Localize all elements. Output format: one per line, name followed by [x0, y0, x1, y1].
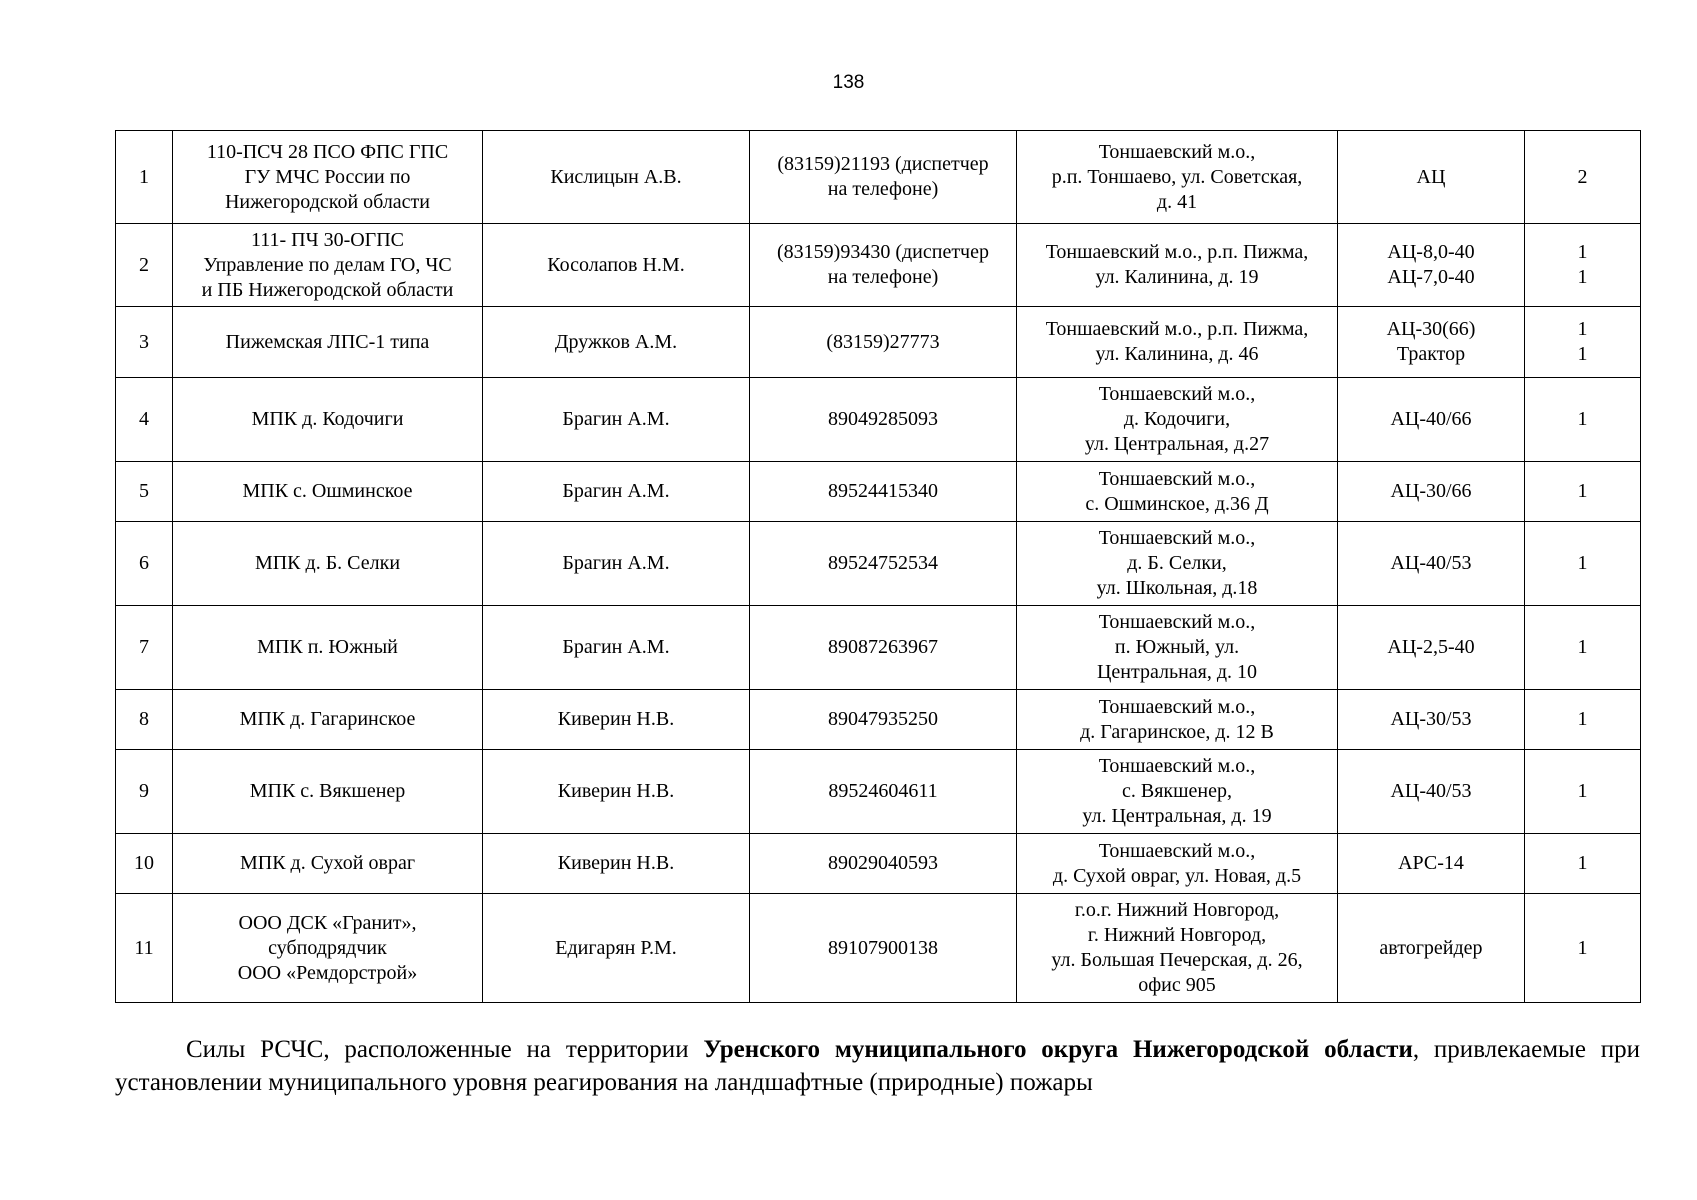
cell-address: Тоншаевский м.о., п. Южный, ул. Центральная, д. 10 — [1017, 606, 1338, 690]
cell-head: Брагин А.М. — [483, 606, 750, 690]
table-row — [116, 690, 1641, 750]
table-row — [116, 224, 1641, 307]
table-row — [116, 462, 1641, 522]
cell-count: 1 1 — [1525, 224, 1641, 307]
cell-address: Тоншаевский м.о., р.п. Тоншаево, ул. Советская, д. 41 — [1017, 131, 1338, 224]
cell-address: Тоншаевский м.о., с. Вякшенер, ул. Центральная, д. 19 — [1017, 750, 1338, 834]
cell-org: 110-ПСЧ 28 ПСО ФПС ГПС ГУ МЧС России по Нижегородской области — [173, 131, 483, 224]
cell-equipment: автогрейдер — [1338, 894, 1525, 1003]
cell-count: 1 — [1525, 750, 1641, 834]
table-row — [116, 307, 1641, 378]
cell-address: Тоншаевский м.о., д. Гагаринское, д. 12 В — [1017, 690, 1338, 750]
cell-phone: 89049285093 — [750, 378, 1017, 462]
table-row — [116, 894, 1641, 1003]
cell-num: 6 — [116, 522, 173, 606]
cell-count: 1 — [1525, 606, 1641, 690]
cell-phone: 89524604611 — [750, 750, 1017, 834]
cell-num: 1 — [116, 131, 173, 224]
cell-num: 4 — [116, 378, 173, 462]
cell-count: 1 — [1525, 522, 1641, 606]
cell-equipment: АЦ-30/66 — [1338, 462, 1525, 522]
cell-num: 2 — [116, 224, 173, 307]
cell-equipment: АЦ-2,5-40 — [1338, 606, 1525, 690]
table-row — [116, 750, 1641, 834]
cell-num: 9 — [116, 750, 173, 834]
cell-count: 1 — [1525, 378, 1641, 462]
table-row — [116, 131, 1641, 224]
cell-equipment: АЦ-30/53 — [1338, 690, 1525, 750]
cell-address: Тоншаевский м.о., д. Сухой овраг, ул. Новая, д.5 — [1017, 834, 1338, 894]
cell-num: 10 — [116, 834, 173, 894]
cell-phone: (83159)27773 — [750, 307, 1017, 378]
cell-address: г.о.г. Нижний Новгород, г. Нижний Новгород, ул. Большая Печерская, д. 26, офис 905 — [1017, 894, 1338, 1003]
page-number: 138 — [832, 72, 865, 93]
cell-address: Тоншаевский м.о., д. Б. Селки, ул. Школьная, д.18 — [1017, 522, 1338, 606]
section-heading-paragraph — [115, 1033, 1640, 1099]
cell-equipment: АЦ-40/66 — [1338, 378, 1525, 462]
cell-phone: (83159)21193 (диспетчер на телефоне) — [750, 131, 1017, 224]
cell-head: Брагин А.М. — [483, 462, 750, 522]
cell-count: 2 — [1525, 131, 1641, 224]
table-row — [116, 606, 1641, 690]
cell-org: Пижемская ЛПС-1 типа — [173, 307, 483, 378]
cell-count: 1 — [1525, 690, 1641, 750]
cell-equipment: АЦ — [1338, 131, 1525, 224]
paragraph-text-start: Силы РСЧС, расположенные на территории — [186, 1036, 704, 1063]
cell-phone: 89524752534 — [750, 522, 1017, 606]
cell-address: Тоншаевский м.о., р.п. Пижма, ул. Калинина, д. 46 — [1017, 307, 1338, 378]
cell-org: МПК д. Гагаринское — [173, 690, 483, 750]
cell-phone: 89029040593 — [750, 834, 1017, 894]
cell-org: МПК п. Южный — [173, 606, 483, 690]
cell-head: Киверин Н.В. — [483, 750, 750, 834]
cell-count: 1 1 — [1525, 307, 1641, 378]
cell-count: 1 — [1525, 462, 1641, 522]
cell-org: МПК с. Ошминское — [173, 462, 483, 522]
cell-phone: 89107900138 — [750, 894, 1017, 1003]
cell-org: 111- ПЧ 30-ОГПС Управление по делам ГО, ЧС и ПБ Нижегородской области — [173, 224, 483, 307]
cell-org: МПК с. Вякшенер — [173, 750, 483, 834]
cell-phone: (83159)93430 (диспетчер на телефоне) — [750, 224, 1017, 307]
cell-count: 1 — [1525, 894, 1641, 1003]
cell-head: Брагин А.М. — [483, 378, 750, 462]
cell-count: 1 — [1525, 834, 1641, 894]
cell-address: Тоншаевский м.о., р.п. Пижма, ул. Калинина, д. 19 — [1017, 224, 1338, 307]
cell-phone: 89047935250 — [750, 690, 1017, 750]
cell-num: 7 — [116, 606, 173, 690]
cell-equipment: АЦ-40/53 — [1338, 750, 1525, 834]
table-row — [116, 834, 1641, 894]
cell-num: 11 — [116, 894, 173, 1003]
cell-phone: 89524415340 — [750, 462, 1017, 522]
paragraph-bold-district: Уренского муниципального округа Нижегородской области — [703, 1036, 1413, 1063]
table-row — [116, 378, 1641, 462]
cell-equipment: АЦ-30(66) Трактор — [1338, 307, 1525, 378]
cell-address: Тоншаевский м.о., д. Кодочиги, ул. Центральная, д.27 — [1017, 378, 1338, 462]
cell-num: 8 — [116, 690, 173, 750]
paragraph-text-end: , привлекаемые при установлении муниципального уровня реагирования на ландшафтные (природные) пожары — [115, 1036, 1640, 1096]
cell-address: Тоншаевский м.о., с. Ошминское, д.36 Д — [1017, 462, 1338, 522]
cell-head: Дружков А.М. — [483, 307, 750, 378]
forces-table — [115, 130, 1641, 1003]
cell-org: ООО ДСК «Гранит», субподрядчик ООО «Ремдорстрой» — [173, 894, 483, 1003]
cell-head: Едигарян Р.М. — [483, 894, 750, 1003]
cell-head: Кислицын А.В. — [483, 131, 750, 224]
cell-org: МПК д. Б. Селки — [173, 522, 483, 606]
cell-head: Киверин Н.В. — [483, 690, 750, 750]
cell-org: МПК д. Кодочиги — [173, 378, 483, 462]
table-row — [116, 522, 1641, 606]
cell-head: Брагин А.М. — [483, 522, 750, 606]
cell-phone: 89087263967 — [750, 606, 1017, 690]
cell-equipment: АЦ-40/53 — [1338, 522, 1525, 606]
table-body — [116, 131, 1641, 1003]
cell-num: 5 — [116, 462, 173, 522]
cell-equipment: АЦ-8,0-40 АЦ-7,0-40 — [1338, 224, 1525, 307]
cell-head: Киверин Н.В. — [483, 834, 750, 894]
cell-num: 3 — [116, 307, 173, 378]
cell-equipment: АРС-14 — [1338, 834, 1525, 894]
cell-org: МПК д. Сухой овраг — [173, 834, 483, 894]
cell-head: Косолапов Н.М. — [483, 224, 750, 307]
